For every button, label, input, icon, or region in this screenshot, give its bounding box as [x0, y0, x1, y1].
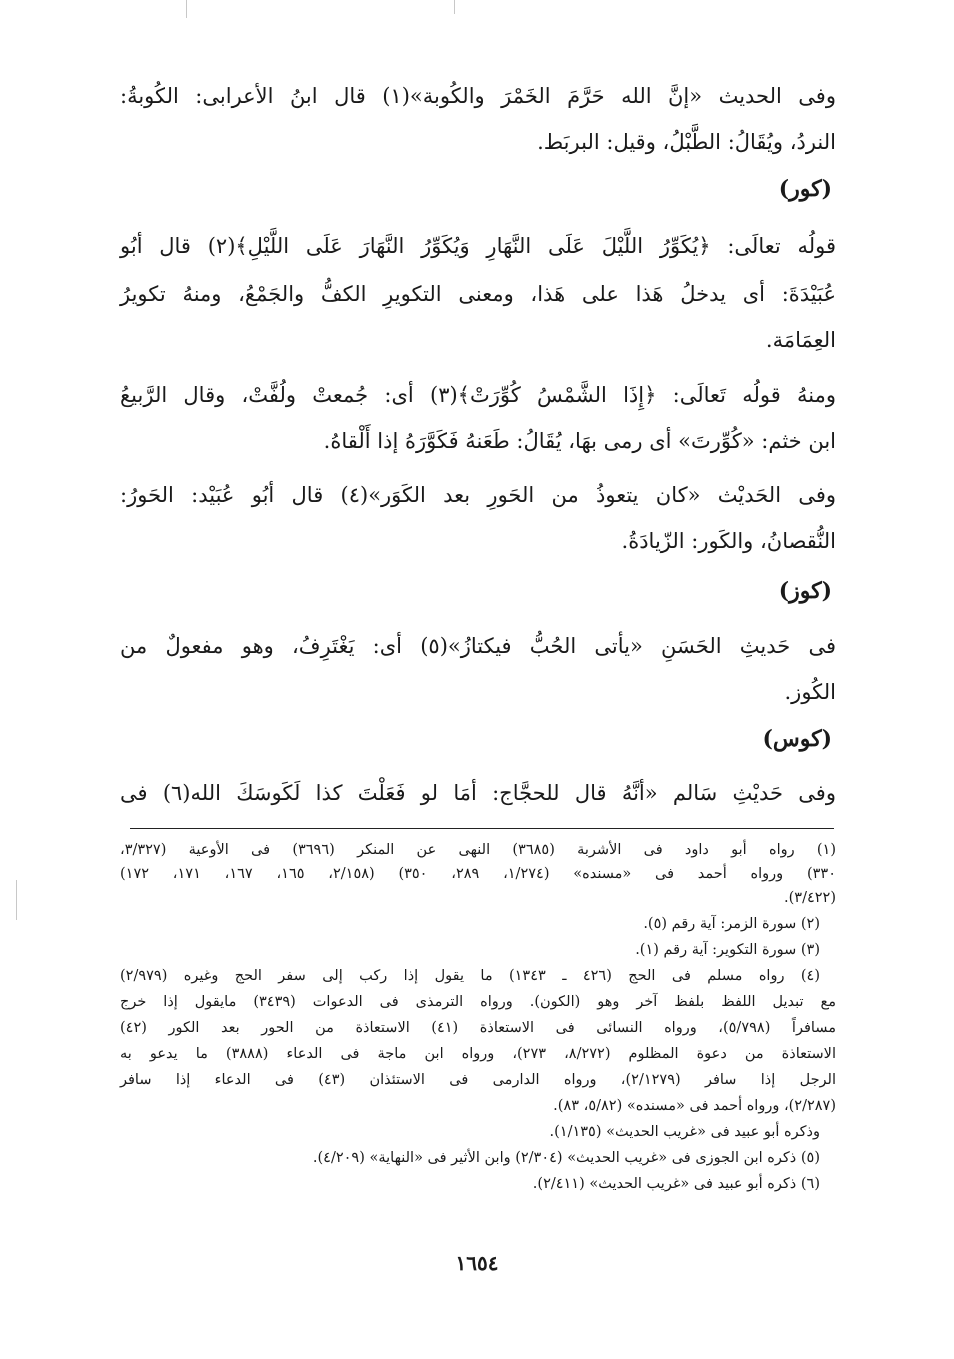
footnote-line: (٣) سورة التكوير: آية رقم (١).	[635, 942, 820, 958]
body-line: ابن خثم: «كُوِّرتَ» أى رمى بهَا، يُقَالُ: طَعَنهُ فَكَوَّرَهُ إذا أَلْقاهُ.	[323, 429, 836, 453]
footnote-line: الرجل إذا سافر (٢/١٢٧٩)، ورواه الدارمى فى الاستئذان (٤٣) فى الدعاء إذا سافر	[120, 1072, 836, 1088]
body-line: العِمَامَة.	[765, 328, 836, 352]
footnote-line: (٢/٢٨٧)، ورواه أحمد فى «مسنده» (٥/٨٢، ٨٣).	[553, 1098, 836, 1114]
footnote-line: وذكره أبو عبيد فى «غريب الحديث» (١/١٣٥).	[549, 1124, 820, 1140]
footnote-divider	[130, 828, 834, 829]
body-line: النُّقصانُ، والكَور: الزّيادَةُ.	[621, 529, 836, 553]
scan-speck	[16, 880, 17, 920]
footnote-line: (٦) ذكره أبو عبيد فى «غريب الحديث» (٢/٤١١).	[532, 1176, 820, 1192]
footnote-line: (٥) ذكره ابن الجوزى فى «غريب الحديث» (٢/٣٠٤) وابن الأثير فى «النهاية» (٤/٢٠٩).	[312, 1150, 820, 1166]
footnote-line: (٣/٤٢٢).	[784, 890, 836, 906]
section-heading-kos: (كوس)	[762, 726, 832, 752]
section-heading-koz: (كوز)	[778, 578, 832, 604]
footnote-line: مع تبديل اللفظ بلفظ آخر وهو (الكون). ورواه الترمذى فى الدعوات (٣٤٣٩) مايقول إذا خرج	[120, 994, 837, 1010]
body-line: ومنهُ قولُه تَعالَى: ﴿إِذَا الشَّمْسُ كُوِّرَتْ﴾(٣) أى: جُمعتْ ولُفَّتْ، وقال الرَّبيعُ	[120, 383, 836, 407]
body-line: وفى الحديث «إنَّ الله حَرَّمَ الخَمْرَ والكُوبة»(١) قال ابنُ الأعرابى: الكُوبةُ:	[120, 84, 836, 108]
footnote-line: (٢) سورة الزمر: آية رقم (٥).	[643, 916, 820, 932]
body-line: وفى حَديْثِ سَالم «أنَّهُ قال للحجَّاج: أمَا لو فَعَلْتَ كذا لَكَوسَكَ الله(٦) فى	[120, 781, 836, 805]
footnote-line: (٤) رواه مسلم فى الحج (٤٢٦ ـ ١٣٤٣) ما يقول إذا ركب إلى سفر الحج وغيره (٢/٩٧٩)	[120, 968, 820, 984]
body-line: الكُوز.	[784, 680, 836, 704]
body-line: وفى الحَديْث «كان يتعوذُ من الحَورِ بعد الكَوَر»(٤) قال أبُو عُبَيْد: الحَورُ:	[120, 483, 836, 507]
body-line: فى حَديثِ الحَسَنِ «يأتى الحُبُّ فيكتازُ»(٥) أى: يَغْتَرِفُ، وهو مفعولٌ من	[120, 634, 836, 658]
scan-speck	[454, 0, 455, 14]
body-line: عُبَيْدَةَ: أى يدخلُ هَذا على هَذا، ومعنى التكويرِ الكفُّ والجَمْعُ، ومنهُ تكويرُ	[120, 282, 836, 306]
scan-speck	[186, 0, 187, 18]
footnote-line: (١) رواه أبو داود فى الأشربة (٣٦٨٥) النهى عن المنكر (٣٦٩٦) فى الأوعية (٣/٣٢٧،	[120, 842, 836, 858]
section-heading-kor: (كور)	[778, 176, 832, 202]
page-number: ١٦٥٤	[455, 1251, 499, 1275]
footnote-line: الاستعاذة من دعوة المظلوم (٨/٢٧٢، ٢٧٣)، ورواه ابن ماجة فى الدعاء (٣٨٨٨) ما يدعو به	[120, 1046, 836, 1062]
body-line: قولُه تعالَى: ﴿يُكَوِّرُ اللَّيْلَ عَلَى النَّهَارِ وَيُكَوِّرُ النَّهَارَ عَلَى اللَّيْلِ﴾(٢) قال أبُو	[120, 234, 836, 258]
footnote-line: ٣٣٠) ورواه أحمد فى «مسنده» (١/٢٧٤، ٢٨٩، ٣٥٠) (٢/١٥٨، ١٦٥، ١٦٧، ١٧١، ١٧٢)	[120, 866, 836, 882]
footnote-line: مسافراً (٥/٧٩٨)، ورواه النسائى فى الاستعاذة (٤١) الاستعاذة من الحور بعد الكور (٤٢)	[120, 1020, 836, 1036]
body-line: النردُ، ويُقَالُ: الطَّبْلُ، وقيل: البربَط.	[537, 130, 836, 154]
